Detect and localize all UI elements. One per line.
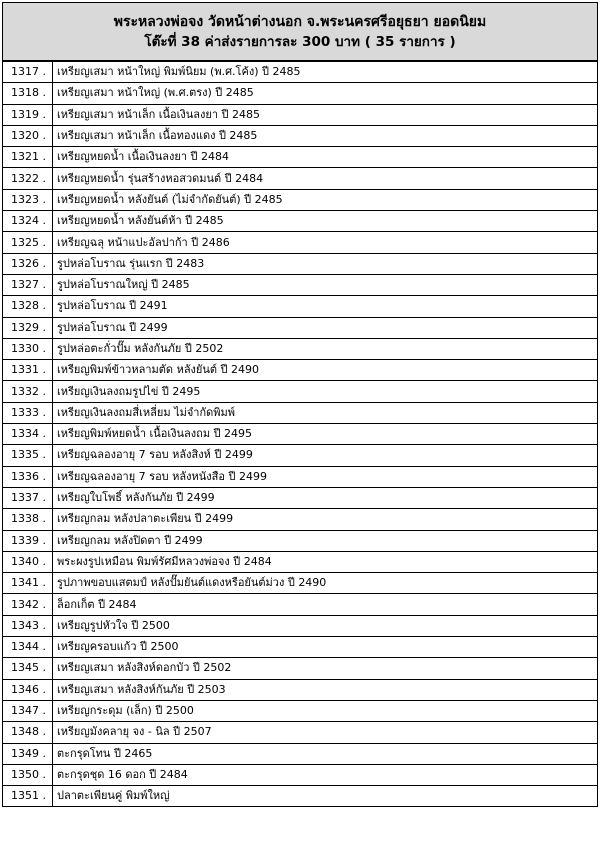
item-description: เหรียญใบโพธิ์ หลังกันภัย ปี 2499 <box>53 487 598 508</box>
item-number: 1346 . <box>3 679 53 700</box>
item-description: เหรียญเสมา หน้าใหญ่ (พ.ศ.ตรง) ปี 2485 <box>53 83 598 104</box>
item-description: ตะกรุดชุด 16 ดอก ปี 2484 <box>53 764 598 785</box>
item-number: 1324 . <box>3 211 53 232</box>
table-row <box>3 722 598 743</box>
item-description: เหรียญหยดน้ำ หลังยันต์ (ไม่จำกัดยันต์) ปี 2485 <box>53 189 598 210</box>
item-description: เหรียญรูปหัวใจ ปี 2500 <box>53 615 598 636</box>
item-description: เหรียญฉลองอายุ 7 รอบ หลังสิงห์ ปี 2499 <box>53 445 598 466</box>
table-row <box>3 551 598 572</box>
item-description: เหรียญมังคลายุ จง - นิล ปี 2507 <box>53 722 598 743</box>
item-description: เหรียญพิมพ์หยดน้ำ เนื้อเงินลงถม ปี 2495 <box>53 424 598 445</box>
item-description: รูปหล่อโบราณ รุ่นแรก ปี 2483 <box>53 253 598 274</box>
item-description: รูปหล่อโบราณใหญ่ ปี 2485 <box>53 274 598 295</box>
item-number: 1343 . <box>3 615 53 636</box>
item-number: 1334 . <box>3 424 53 445</box>
item-number: 1319 . <box>3 104 53 125</box>
item-number: 1318 . <box>3 83 53 104</box>
table-row <box>3 615 598 636</box>
item-number: 1351 . <box>3 786 53 807</box>
item-description: เหรียญกลม หลังปิดตา ปี 2499 <box>53 530 598 551</box>
table-row <box>3 338 598 359</box>
table-row <box>3 296 598 317</box>
amulet-list-sheet <box>2 2 598 807</box>
item-description: เหรียญกลม หลังปลาตะเพียน ปี 2499 <box>53 509 598 530</box>
table-row <box>3 360 598 381</box>
item-number: 1349 . <box>3 743 53 764</box>
item-description: เหรียญหยดน้ำ รุ่นสร้างหอสวดมนต์ ปี 2484 <box>53 168 598 189</box>
table-row <box>3 658 598 679</box>
item-number: 1321 . <box>3 147 53 168</box>
item-number: 1326 . <box>3 253 53 274</box>
table-row <box>3 381 598 402</box>
item-number: 1350 . <box>3 764 53 785</box>
item-description: เหรียญเสมา หลังสิงห์ดอกบัว ปี 2502 <box>53 658 598 679</box>
table-row <box>3 104 598 125</box>
item-number: 1325 . <box>3 232 53 253</box>
item-number: 1342 . <box>3 594 53 615</box>
item-number: 1322 . <box>3 168 53 189</box>
item-description: เหรียญเงินลงถมสี่เหลี่ยม ไม่จำกัดพิมพ์ <box>53 402 598 423</box>
item-number: 1323 . <box>3 189 53 210</box>
table-row <box>3 125 598 146</box>
table-row <box>3 232 598 253</box>
item-description: เหรียญพิมพ์ข้าวหลามตัด หลังยันต์ ปี 2490 <box>53 360 598 381</box>
item-description: เหรียญกระดุม (เล็ก) ปี 2500 <box>53 700 598 721</box>
table-row <box>3 402 598 423</box>
table-row <box>3 743 598 764</box>
item-number: 1336 . <box>3 466 53 487</box>
item-description: เหรียญฉลุ หน้าแปะอัลปาก้า ปี 2486 <box>53 232 598 253</box>
item-number: 1341 . <box>3 573 53 594</box>
item-number: 1333 . <box>3 402 53 423</box>
table-row <box>3 466 598 487</box>
item-number: 1320 . <box>3 125 53 146</box>
table-row <box>3 445 598 466</box>
table-row <box>3 594 598 615</box>
table-row <box>3 424 598 445</box>
table-row <box>3 253 598 274</box>
item-description: รูปหล่อโบราณ ปี 2491 <box>53 296 598 317</box>
item-description: รูปภาพขอบแสตมป์ หลังปั๊มยันต์แดงหรือยันต์ม่วง ปี 2490 <box>53 573 598 594</box>
table-row <box>3 168 598 189</box>
table-row <box>3 274 598 295</box>
item-number: 1345 . <box>3 658 53 679</box>
item-description: รูปหล่อโบราณ ปี 2499 <box>53 317 598 338</box>
item-description: เหรียญเสมา หลังสิงห์กันภัย ปี 2503 <box>53 679 598 700</box>
item-description: พระผงรูปเหมือน พิมพ์รัศมีหลวงพ่อจง ปี 2484 <box>53 551 598 572</box>
item-number: 1327 . <box>3 274 53 295</box>
item-description: ปลาตะเพียนคู่ พิมพ์ใหญ่ <box>53 786 598 807</box>
item-description: เหรียญครอบแก้ว ปี 2500 <box>53 637 598 658</box>
item-number: 1338 . <box>3 509 53 530</box>
table-row <box>3 786 598 807</box>
item-description: เหรียญเสมา หน้าใหญ่ พิมพ์นิยม (พ.ศ.โค้ง) ปี 2485 <box>53 62 598 83</box>
table-row <box>3 700 598 721</box>
list-title: พระหลวงพ่อจง วัดหน้าต่างนอก จ.พระนครศรีอยุธยา ยอดนิยม <box>113 13 487 30</box>
table-row <box>3 211 598 232</box>
item-number: 1348 . <box>3 722 53 743</box>
amulet-table <box>2 61 598 807</box>
table-row <box>3 147 598 168</box>
item-number: 1329 . <box>3 317 53 338</box>
item-number: 1347 . <box>3 700 53 721</box>
item-number: 1317 . <box>3 62 53 83</box>
item-number: 1328 . <box>3 296 53 317</box>
item-number: 1330 . <box>3 338 53 359</box>
item-description: เหรียญหยดน้ำ เนื้อเงินลงยา ปี 2484 <box>53 147 598 168</box>
item-number: 1331 . <box>3 360 53 381</box>
table-row <box>3 573 598 594</box>
item-number: 1332 . <box>3 381 53 402</box>
item-description: เหรียญหยดน้ำ หลังยันต์ห้า ปี 2485 <box>53 211 598 232</box>
item-description: รูปหล่อตะกั่วปั๊ม หลังกันภัย ปี 2502 <box>53 338 598 359</box>
item-number: 1339 . <box>3 530 53 551</box>
table-row <box>3 637 598 658</box>
item-description: ล็อกเก็ต ปี 2484 <box>53 594 598 615</box>
item-number: 1340 . <box>3 551 53 572</box>
table-row <box>3 83 598 104</box>
table-row <box>3 764 598 785</box>
item-description: เหรียญเสมา หน้าเล็ก เนื้อเงินลงยา ปี 2485 <box>53 104 598 125</box>
table-row <box>3 530 598 551</box>
item-number: 1337 . <box>3 487 53 508</box>
table-row <box>3 62 598 83</box>
table-row <box>3 509 598 530</box>
table-row <box>3 679 598 700</box>
table-row <box>3 189 598 210</box>
item-number: 1335 . <box>3 445 53 466</box>
item-description: เหรียญเสมา หน้าเล็ก เนื้อทองแดง ปี 2485 <box>53 125 598 146</box>
table-row <box>3 317 598 338</box>
item-description: ตะกรุดโทน ปี 2465 <box>53 743 598 764</box>
item-number: 1344 . <box>3 637 53 658</box>
list-header <box>2 2 598 61</box>
item-description: เหรียญฉลองอายุ 7 รอบ หลังหนังสือ ปี 2499 <box>53 466 598 487</box>
item-description: เหรียญเงินลงถมรูปไข่ ปี 2495 <box>53 381 598 402</box>
table-row <box>3 487 598 508</box>
list-subtitle: โต๊ะที่ 38 ค่าส่งรายการละ 300 บาท ( 35 รายการ ) <box>144 33 456 50</box>
